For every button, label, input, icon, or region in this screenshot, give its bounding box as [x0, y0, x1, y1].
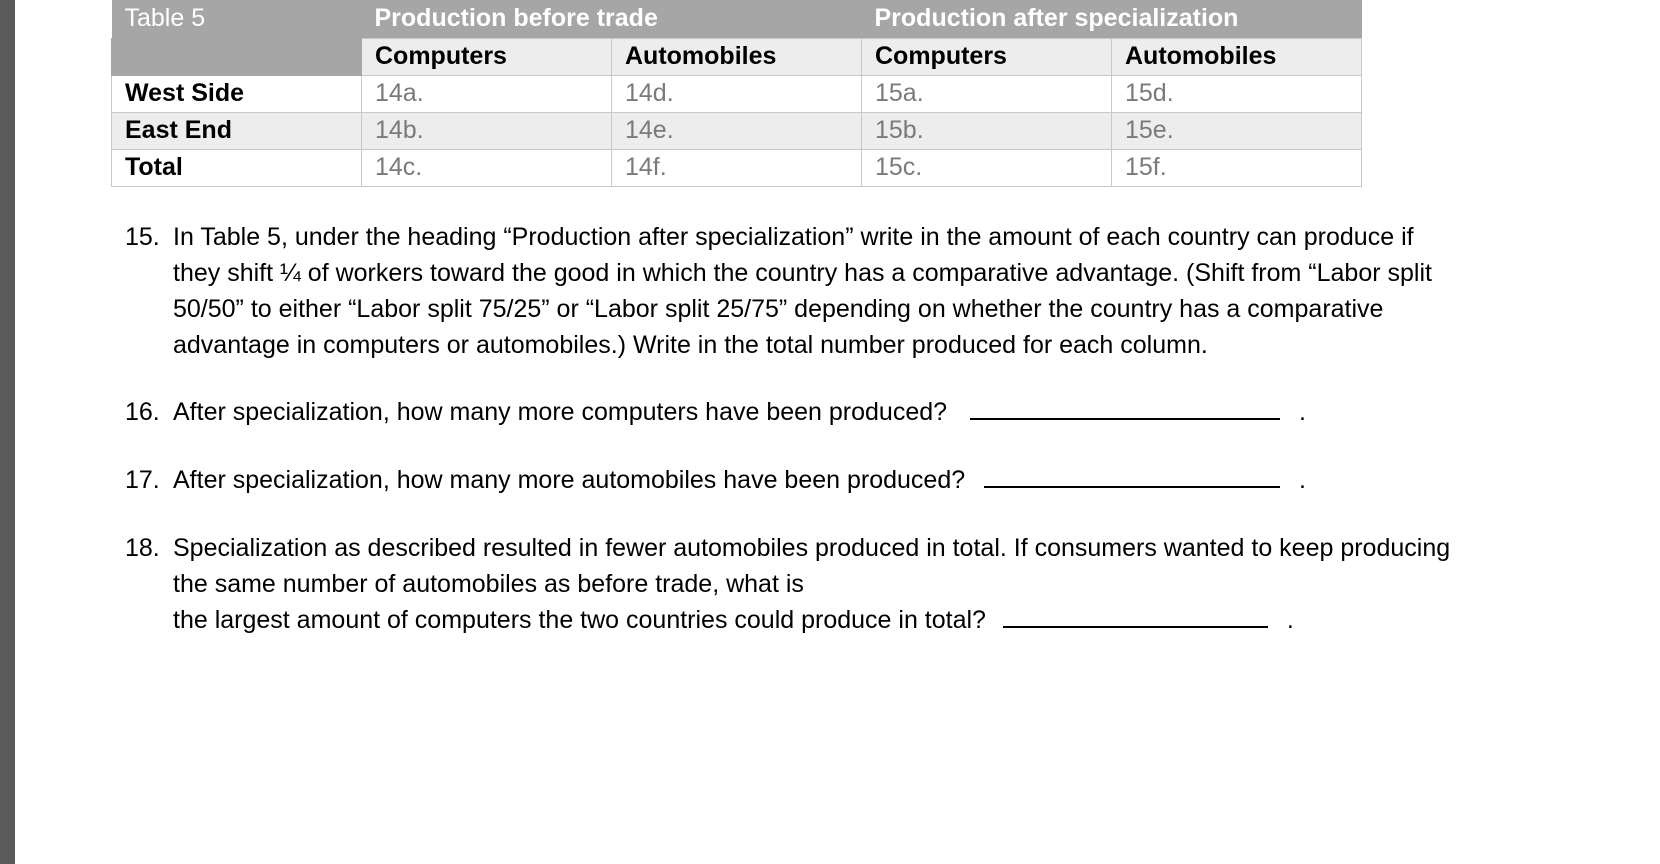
- column-header: Computers: [362, 38, 612, 75]
- table-cell: 14a.: [362, 75, 612, 112]
- question-15: [111, 219, 1581, 369]
- table-cell: 14c.: [362, 149, 612, 186]
- table-cell: 15e.: [1112, 112, 1362, 149]
- text-line: advantage in computers or automobiles.) Write in the total number produced for each column.: [173, 331, 1208, 359]
- text-line: 50/50” to either “Labor split 75/25” or “Labor split 25/75” depending on whether the country has a comparative: [173, 295, 1384, 323]
- table-cell: 14b.: [362, 112, 612, 149]
- group-header-after-specialization: Production after specialization: [862, 0, 1362, 38]
- table-cell: 14d.: [612, 75, 862, 112]
- last-line: [173, 602, 1573, 638]
- table-cell: 15b.: [862, 112, 1112, 149]
- row-label: Total: [112, 149, 362, 186]
- empty-header-cell: [112, 38, 362, 75]
- question-text: [173, 394, 1573, 430]
- end-period: .: [1298, 398, 1306, 426]
- column-header: Computers: [862, 38, 1112, 75]
- table-cell: 14e.: [612, 112, 862, 149]
- table-row: [112, 112, 1362, 149]
- table-cell: 14f.: [612, 149, 862, 186]
- answer-blank[interactable]: [984, 464, 1280, 488]
- end-period: .: [1299, 466, 1306, 494]
- end-period: .: [1286, 606, 1294, 634]
- table-row: [112, 149, 1362, 186]
- table-header-row: [112, 0, 1362, 38]
- table-cell: 15c.: [862, 149, 1112, 186]
- table-caption: Table 5: [112, 0, 362, 38]
- text-line: the same number of automobiles as before trade, what is: [173, 570, 804, 598]
- question-text: [173, 219, 1573, 363]
- question-number: 17.: [125, 466, 160, 494]
- text-line: After specialization, how many more automobiles have been produced?: [173, 466, 966, 494]
- text-line: the largest amount of computers the two countries could produce in total?: [173, 606, 986, 634]
- column-header: Automobiles: [1112, 38, 1362, 75]
- group-header-before-trade: Production before trade: [362, 0, 862, 38]
- text-line: Specialization as described resulted in fewer automobiles produced in total. If consumers wanted to keep producing: [173, 534, 1451, 562]
- document-page: [15, 0, 1660, 864]
- question-18: [111, 530, 1581, 645]
- row-label: West Side: [112, 75, 362, 112]
- row-label: East End: [112, 112, 362, 149]
- table-subheader-row: [112, 38, 1362, 75]
- text-line: After specialization, how many more computers have been produced?: [173, 398, 948, 426]
- question-16: [111, 394, 1581, 434]
- text-line: In Table 5, under the heading “Production after specialization” write in the amount of each country can produce if: [173, 223, 1414, 251]
- question-number: 15.: [125, 223, 160, 251]
- question-17: [111, 462, 1581, 502]
- answer-blank[interactable]: [970, 396, 1280, 420]
- question-text: [173, 530, 1573, 638]
- text-line: they shift ¼ of workers toward the good in which the country has a comparative advantage. (Shift from “Labor split: [173, 259, 1432, 287]
- table-cell: 15a.: [862, 75, 1112, 112]
- question-number: 16.: [125, 398, 160, 426]
- answer-blank[interactable]: [1003, 604, 1268, 628]
- column-header: Automobiles: [612, 38, 862, 75]
- table-5: [111, 0, 1362, 187]
- question-number: 18.: [125, 534, 160, 562]
- table-cell: 15d.: [1112, 75, 1362, 112]
- question-text: [173, 462, 1573, 498]
- table-cell: 15f.: [1112, 149, 1362, 186]
- table-row: [112, 75, 1362, 112]
